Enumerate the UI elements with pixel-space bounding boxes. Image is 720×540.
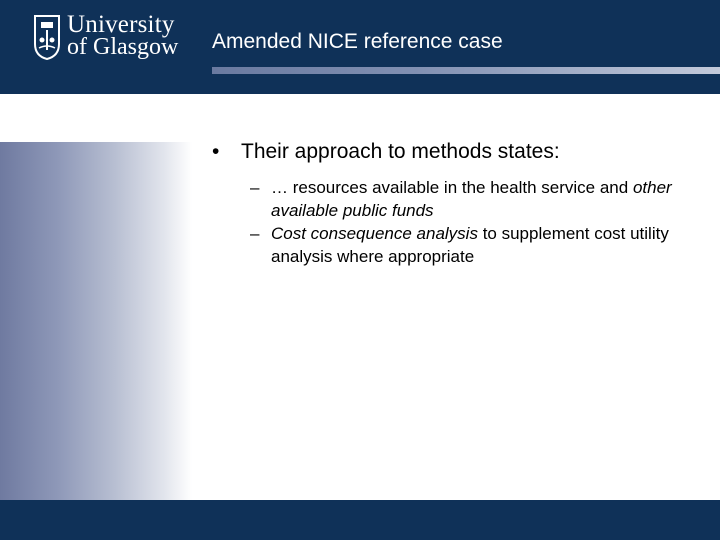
sub-item-text: … resources available in the health service and	[271, 178, 633, 197]
left-gradient-strip	[0, 142, 192, 500]
logo-line-2: of Glasgow	[67, 34, 179, 60]
title-accent-bar	[212, 67, 720, 74]
logo-line-1: University	[67, 11, 175, 38]
sub-item-italic-text: other available public funds	[271, 178, 672, 220]
university-crest-icon	[33, 14, 61, 60]
slide-body	[212, 140, 712, 268]
sub-item-cost-consequence	[212, 222, 712, 268]
slide-title: Amended NICE reference case	[212, 30, 503, 53]
sub-item-resources	[212, 176, 712, 222]
sub-item-italic-text: Cost consequence analysis	[271, 224, 478, 243]
footer-band	[0, 500, 720, 540]
bullet-marker: •	[212, 140, 220, 163]
sub-item-text: to supplement cost utility analysis where appropriate	[271, 224, 669, 266]
bullet-item	[212, 140, 712, 164]
logo-wordmark	[67, 11, 179, 60]
bullet-text: Their approach to methods states:	[241, 140, 560, 163]
header	[0, 0, 720, 88]
dash-marker: –	[250, 178, 260, 197]
dash-marker: –	[250, 224, 260, 243]
